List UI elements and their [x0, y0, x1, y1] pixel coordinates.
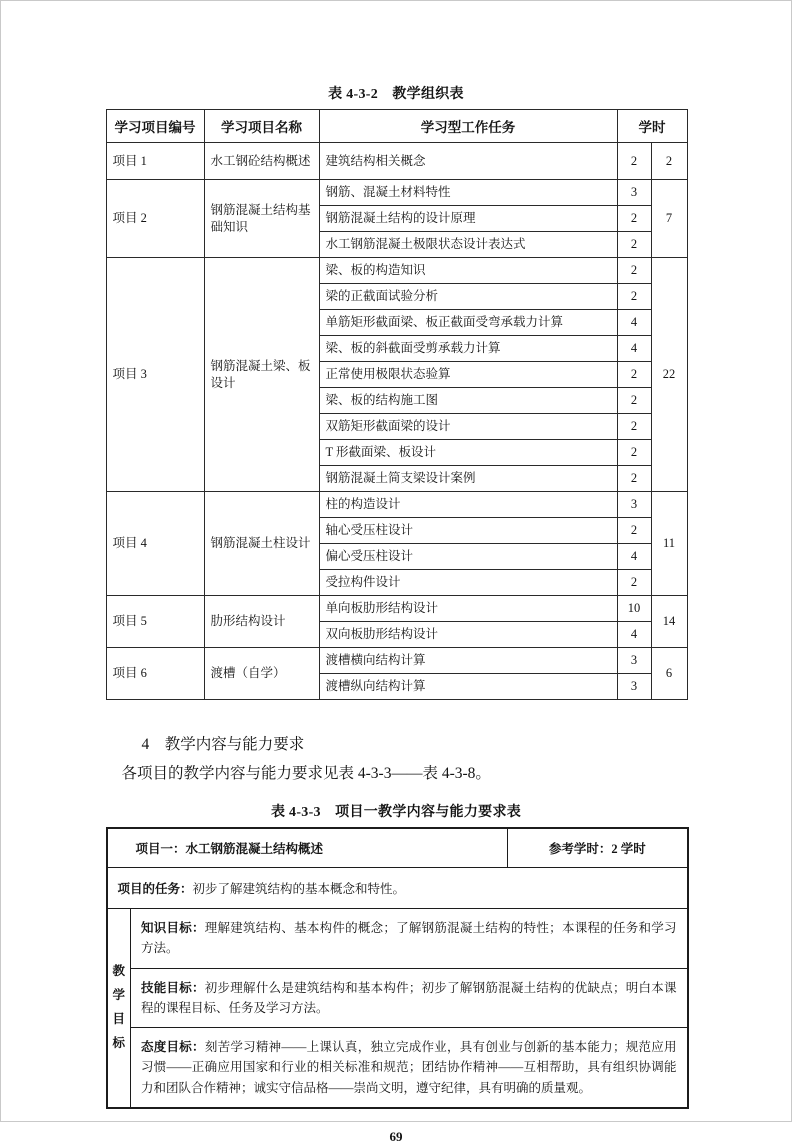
task-hours-cell: 2 — [617, 143, 651, 180]
task-label-cell: 渡槽纵向结构计算 — [319, 674, 617, 700]
table-row — [106, 596, 687, 622]
task-label-cell: 受拉构件设计 — [319, 570, 617, 596]
table-row — [106, 492, 687, 518]
task-label-cell: 柱的构造设计 — [319, 492, 617, 518]
task-label-cell: 轴心受压柱设计 — [319, 518, 617, 544]
knowledge-goal-text: 理解建筑结构、基本构件的概念；了解钢筋混凝土结构的特性；本课程的任务和学习方法。 — [141, 921, 677, 956]
task-hours-cell: 3 — [617, 492, 651, 518]
project-id-cell: 项目 5 — [106, 596, 204, 648]
task-label-cell: 梁的正截面试验分析 — [319, 284, 617, 310]
project-id-cell: 项目 6 — [106, 648, 204, 700]
attitude-goal-cell — [131, 1028, 688, 1108]
project-name-cell: 渡槽（自学） — [204, 648, 319, 700]
task-hours-cell: 2 — [617, 466, 651, 492]
col-header-project-id: 学习项目编号 — [106, 110, 204, 143]
project-id-cell: 项目 4 — [106, 492, 204, 596]
project-name-cell: 钢筋混凝土柱设计 — [204, 492, 319, 596]
task-hours-cell: 3 — [617, 180, 651, 206]
section-body-text: 各项目的教学内容与能力要求见表 4-3-3——表 4-3-8。 — [121, 765, 491, 782]
table2-header-row — [107, 828, 688, 868]
task-label-cell: 双筋矩形截面梁的设计 — [319, 414, 617, 440]
project-id-cell: 项目 2 — [106, 180, 204, 258]
section-heading: 4 教学内容与能力要求 — [141, 736, 305, 753]
task-label-cell: 单筋矩形截面梁、板正截面受弯承载力计算 — [319, 310, 617, 336]
task-hours-cell: 2 — [617, 440, 651, 466]
project-name-cell: 肋形结构设计 — [204, 596, 319, 648]
task-hours-cell: 10 — [617, 596, 651, 622]
task-label-cell: 建筑结构相关概念 — [319, 143, 617, 180]
task-hours-cell: 4 — [617, 336, 651, 362]
task-hours-cell: 3 — [617, 648, 651, 674]
table-row — [106, 258, 687, 284]
table1-header-row — [106, 110, 687, 143]
task-hours-cell: 3 — [617, 674, 651, 700]
task-label-cell: 水工钢筋混凝土极限状态设计表达式 — [319, 232, 617, 258]
col-header-project-name: 学习项目名称 — [204, 110, 319, 143]
task-label-cell: 钢筋混凝土简支梁设计案例 — [319, 466, 617, 492]
attitude-goal-text: 刻苦学习精神——上课认真，独立完成作业，具有创业与创新的基本能力；规范应用习惯——正确应用国家和行业的相关标准和规范；团结协作精神——互相帮助，具有组织协调能力和团队合作精神；诚实守信品格——崇尚文明，遵守纪律，具有明确的质量观。 — [141, 1040, 677, 1095]
task-hours-cell: 4 — [617, 310, 651, 336]
table-row — [106, 648, 687, 674]
page-number: 69 — [389, 1128, 403, 1144]
project-task-label: 项目的任务： — [117, 882, 193, 896]
task-label-cell: 渡槽横向结构计算 — [319, 648, 617, 674]
knowledge-goal-row — [107, 909, 688, 969]
task-hours-cell: 2 — [617, 362, 651, 388]
project1-requirements-table — [106, 827, 689, 1109]
task-hours-cell: 2 — [617, 258, 651, 284]
task-hours-cell: 2 — [617, 518, 651, 544]
project-total-hours-cell: 2 — [651, 143, 687, 180]
reference-hours-cell: 参考学时：2 学时 — [508, 828, 688, 868]
project-task-row — [107, 868, 688, 909]
task-label-cell: 正常使用极限状态验算 — [319, 362, 617, 388]
col-header-work-task: 学习型工作任务 — [319, 110, 617, 143]
project-id-cell: 项目 3 — [106, 258, 204, 492]
skill-goal-row — [107, 968, 688, 1028]
project-total-hours-cell: 6 — [651, 648, 687, 700]
page-content — [106, 1, 687, 1145]
task-label-cell: 单向板肋形结构设计 — [319, 596, 617, 622]
teaching-organization-table — [106, 109, 688, 700]
col-header-hours: 学时 — [617, 110, 687, 143]
task-hours-cell: 4 — [617, 622, 651, 648]
table-row — [106, 180, 687, 206]
task-hours-cell: 2 — [617, 570, 651, 596]
task-label-cell: 钢筋混凝土结构的设计原理 — [319, 206, 617, 232]
table-row — [106, 143, 687, 180]
project-total-hours-cell: 7 — [651, 180, 687, 258]
attitude-goal-row — [107, 1028, 688, 1108]
project-name-cell: 钢筋混凝土结构基础知识 — [204, 180, 319, 258]
skill-goal-label: 技能目标： — [141, 980, 205, 995]
task-label-cell: 梁、板的构造知识 — [319, 258, 617, 284]
task-hours-cell: 2 — [617, 414, 651, 440]
attitude-goal-label: 态度目标： — [141, 1040, 205, 1054]
task-label-cell: T 形截面梁、板设计 — [319, 440, 617, 466]
project-id-cell: 项目 1 — [106, 143, 204, 180]
project-title-cell: 项目一：水工钢筋混凝土结构概述 — [107, 828, 508, 868]
task-hours-cell: 2 — [617, 388, 651, 414]
project-name-cell: 钢筋混凝土梁、板设计 — [204, 258, 319, 492]
project-task-text: 初步了解建筑结构的基本概念和特性。 — [192, 882, 406, 896]
task-label-cell: 偏心受压柱设计 — [319, 544, 617, 570]
task-label-cell: 钢筋、混凝土材料特性 — [319, 180, 617, 206]
goals-header-cell — [107, 909, 131, 1108]
project-total-hours-cell: 22 — [651, 258, 687, 492]
skill-goal-cell — [131, 968, 688, 1028]
task-hours-cell: 2 — [617, 284, 651, 310]
task-label-cell: 双向板肋形结构设计 — [319, 622, 617, 648]
project-total-hours-cell: 11 — [651, 492, 687, 596]
knowledge-goal-label: 知识目标： — [141, 921, 205, 935]
table1-title: 表 4-3-2 教学组织表 — [328, 87, 464, 102]
task-hours-cell: 2 — [617, 206, 651, 232]
goals-header-label: 教学目标 — [112, 964, 125, 1050]
task-hours-cell: 2 — [617, 232, 651, 258]
table2-title: 表 4-3-3 项目一教学内容与能力要求表 — [270, 805, 522, 820]
project-name-cell: 水工钢砼结构概述 — [204, 143, 319, 180]
skill-goal-text: 初步理解什么是建筑结构和基本构件；初步了解钢筋混凝土结构的优缺点；明白本课程的课程目标、任务及学习方法。 — [141, 980, 677, 1015]
task-label-cell: 梁、板的斜截面受剪承载力计算 — [319, 336, 617, 362]
knowledge-goal-cell — [131, 909, 688, 969]
task-label-cell: 梁、板的结构施工图 — [319, 388, 617, 414]
task-hours-cell: 4 — [617, 544, 651, 570]
project-total-hours-cell: 14 — [651, 596, 687, 648]
project-task-cell — [107, 868, 688, 909]
